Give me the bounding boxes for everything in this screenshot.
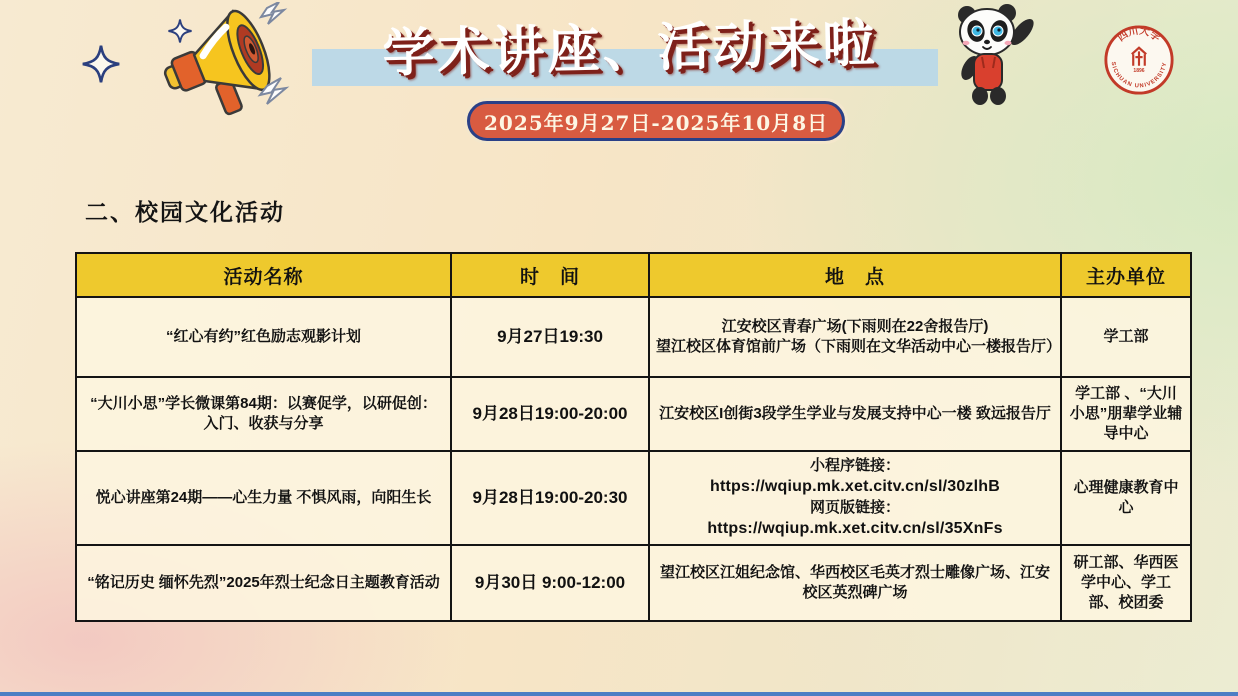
activity-name-cell: “大川小思”学长微课第84期：以赛促学，以研促创：入门、收获与分享 bbox=[76, 377, 451, 451]
activity-location-cell bbox=[649, 451, 1061, 545]
location-text: 小程序链接： bbox=[809, 457, 900, 475]
location-text: 网页版链接： bbox=[809, 499, 900, 516]
table-row bbox=[76, 451, 1191, 545]
activity-location-cell bbox=[649, 545, 1061, 621]
location-url: https://wqiup.mk.xet.citv.cn/sl/35XnFs bbox=[707, 520, 1003, 538]
activity-time-cell: 9月28日19:00-20:30 bbox=[451, 451, 649, 545]
panda-mascot bbox=[940, 2, 1040, 112]
activity-location-cell bbox=[649, 377, 1061, 451]
location-text: 江安校区I创街3段学生学业与发展支持中心一楼 致远报告厅 bbox=[659, 404, 1051, 422]
table-row bbox=[76, 377, 1191, 451]
activities-table-body bbox=[76, 297, 1191, 621]
activities-table bbox=[75, 252, 1192, 622]
table-row bbox=[76, 297, 1191, 377]
header-organizer: 主办单位 bbox=[1061, 253, 1191, 297]
section-heading: 二、校园文化活动 bbox=[85, 199, 285, 225]
location-text: 江安校区青春广场(下雨则在22舍报告厅) bbox=[721, 317, 989, 335]
activity-time-cell: 9月30日 9:00-12:00 bbox=[451, 545, 649, 621]
page-title: 学术讲座、活动来啦 bbox=[381, 12, 879, 85]
svg-text:四川大学: 四川大学 bbox=[1116, 25, 1162, 44]
activity-location-cell bbox=[649, 297, 1061, 377]
header-time: 时 间 bbox=[451, 253, 649, 297]
table-header-row bbox=[76, 253, 1191, 297]
activity-organizer-cell: 心理健康教育中心 bbox=[1061, 451, 1191, 545]
location-url: https://wqiup.mk.xet.citv.cn/sl/30zlhB bbox=[709, 478, 1001, 496]
location-text: 望江校区体育馆前广场（下雨则在文华活动中心一楼报告厅） bbox=[656, 338, 1062, 355]
sparkle-icon bbox=[82, 42, 120, 86]
svg-text:1896: 1896 bbox=[1133, 68, 1145, 75]
activity-time-cell: 9月27日19:30 bbox=[451, 297, 649, 377]
activity-name-cell: “红心有约”红色励志观影计划 bbox=[76, 297, 451, 377]
activity-organizer-cell: 研工部、华西医学中心、学工部、校团委 bbox=[1061, 545, 1191, 621]
date-range-badge: 2025年9月27日-2025年10月8日 bbox=[467, 101, 845, 141]
location-text: 望江校区江姐纪念馆、华西校区毛英才烈士雕像广场、江安校区英烈碑广场 bbox=[659, 563, 1050, 601]
header-location: 地 点 bbox=[649, 253, 1061, 297]
activity-name-cell: 悦心讲座第24期——心生力量 不惧风雨，向阳生长 bbox=[76, 451, 451, 545]
table-row bbox=[76, 545, 1191, 621]
activity-name-cell: “铭记历史 缅怀先烈”2025年烈士纪念日主题教育活动 bbox=[76, 545, 451, 621]
activity-time-cell: 9月28日19:00-20:00 bbox=[451, 377, 649, 451]
activity-organizer-cell: 学工部 bbox=[1061, 297, 1191, 377]
svg-text:SICHUAN UNIVERSITY: SICHUAN UNIVERSITY bbox=[1109, 61, 1169, 90]
university-seal bbox=[1103, 24, 1175, 96]
bottom-accent-bar bbox=[0, 692, 1238, 696]
header-activity-name: 活动名称 bbox=[76, 253, 451, 297]
activity-organizer-cell: 学工部 、“大川小思”朋辈学业辅导中心 bbox=[1061, 377, 1191, 451]
megaphone-icon bbox=[155, 2, 295, 122]
